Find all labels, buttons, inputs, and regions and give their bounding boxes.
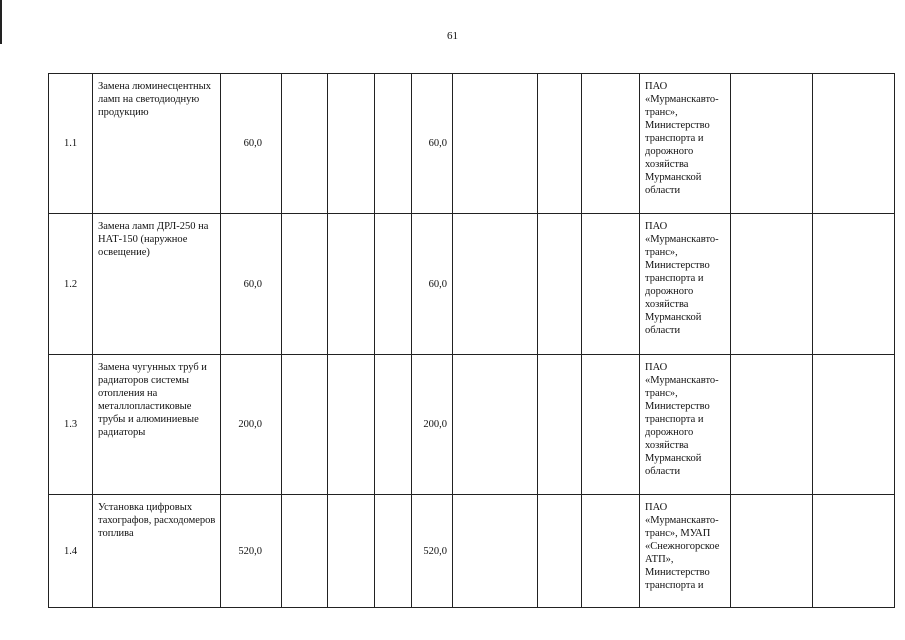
empty-cell xyxy=(582,495,640,608)
empty-cell xyxy=(538,355,582,495)
empty-cell xyxy=(375,355,412,495)
measures-table xyxy=(48,73,895,608)
row-amount: 200,0 xyxy=(412,355,453,495)
empty-cell xyxy=(731,355,813,495)
empty-cell xyxy=(453,495,538,608)
empty-cell xyxy=(328,355,375,495)
table-row xyxy=(49,495,895,608)
empty-cell xyxy=(538,495,582,608)
empty-cell xyxy=(813,214,895,355)
empty-cell xyxy=(731,214,813,355)
empty-cell xyxy=(538,74,582,214)
empty-cell xyxy=(328,495,375,608)
empty-cell xyxy=(328,214,375,355)
empty-cell xyxy=(731,495,813,608)
row-amount: 520,0 xyxy=(412,495,453,608)
empty-cell xyxy=(813,74,895,214)
empty-cell xyxy=(453,214,538,355)
empty-cell xyxy=(282,214,328,355)
row-amount: 60,0 xyxy=(412,74,453,214)
empty-cell xyxy=(582,355,640,495)
table-row xyxy=(49,355,895,495)
empty-cell xyxy=(375,74,412,214)
empty-cell xyxy=(282,495,328,608)
empty-cell xyxy=(731,74,813,214)
empty-cell xyxy=(282,355,328,495)
empty-cell xyxy=(328,74,375,214)
table-row xyxy=(49,74,895,214)
empty-cell xyxy=(582,214,640,355)
row-description: Замена ламп ДРЛ-250 на НАТ-150 (наружное освещение) xyxy=(93,214,221,355)
row-executor: ПАО «Мурманскавто-транс», Министерство транспорта и дорожного хозяйства Мурманской области xyxy=(640,214,731,355)
table-row xyxy=(49,214,895,355)
row-executor: ПАО «Мурманскавто-транс», Министерство транспорта и дорожного хозяйства Мурманской области xyxy=(640,74,731,214)
row-description: Установка цифровых тахографов, расходомеров топлива xyxy=(93,495,221,608)
row-executor: ПАО «Мурманскавто-транс», МУАП «Снежногорское АТП», Министерство транспорта и xyxy=(640,495,731,608)
row-total: 60,0 xyxy=(221,214,282,355)
empty-cell xyxy=(538,214,582,355)
row-total: 200,0 xyxy=(221,355,282,495)
page-number: 61 xyxy=(447,30,458,42)
empty-cell xyxy=(453,355,538,495)
empty-cell xyxy=(813,495,895,608)
empty-cell xyxy=(282,74,328,214)
empty-cell xyxy=(582,74,640,214)
row-total: 520,0 xyxy=(221,495,282,608)
row-index: 1.2 xyxy=(49,214,93,355)
empty-cell xyxy=(813,355,895,495)
row-index: 1.3 xyxy=(49,355,93,495)
row-executor: ПАО «Мурманскавто-транс», Министерство транспорта и дорожного хозяйства Мурманской области xyxy=(640,355,731,495)
row-total: 60,0 xyxy=(221,74,282,214)
row-description: Замена люминесцентных ламп на светодиодную продукцию xyxy=(93,74,221,214)
empty-cell xyxy=(375,495,412,608)
row-index: 1.4 xyxy=(49,495,93,608)
row-index: 1.1 xyxy=(49,74,93,214)
row-amount: 60,0 xyxy=(412,214,453,355)
row-description: Замена чугунных труб и радиаторов системы отопления на металлопластиковые трубы и алюминиевые радиаторы xyxy=(93,355,221,495)
empty-cell xyxy=(375,214,412,355)
empty-cell xyxy=(453,74,538,214)
